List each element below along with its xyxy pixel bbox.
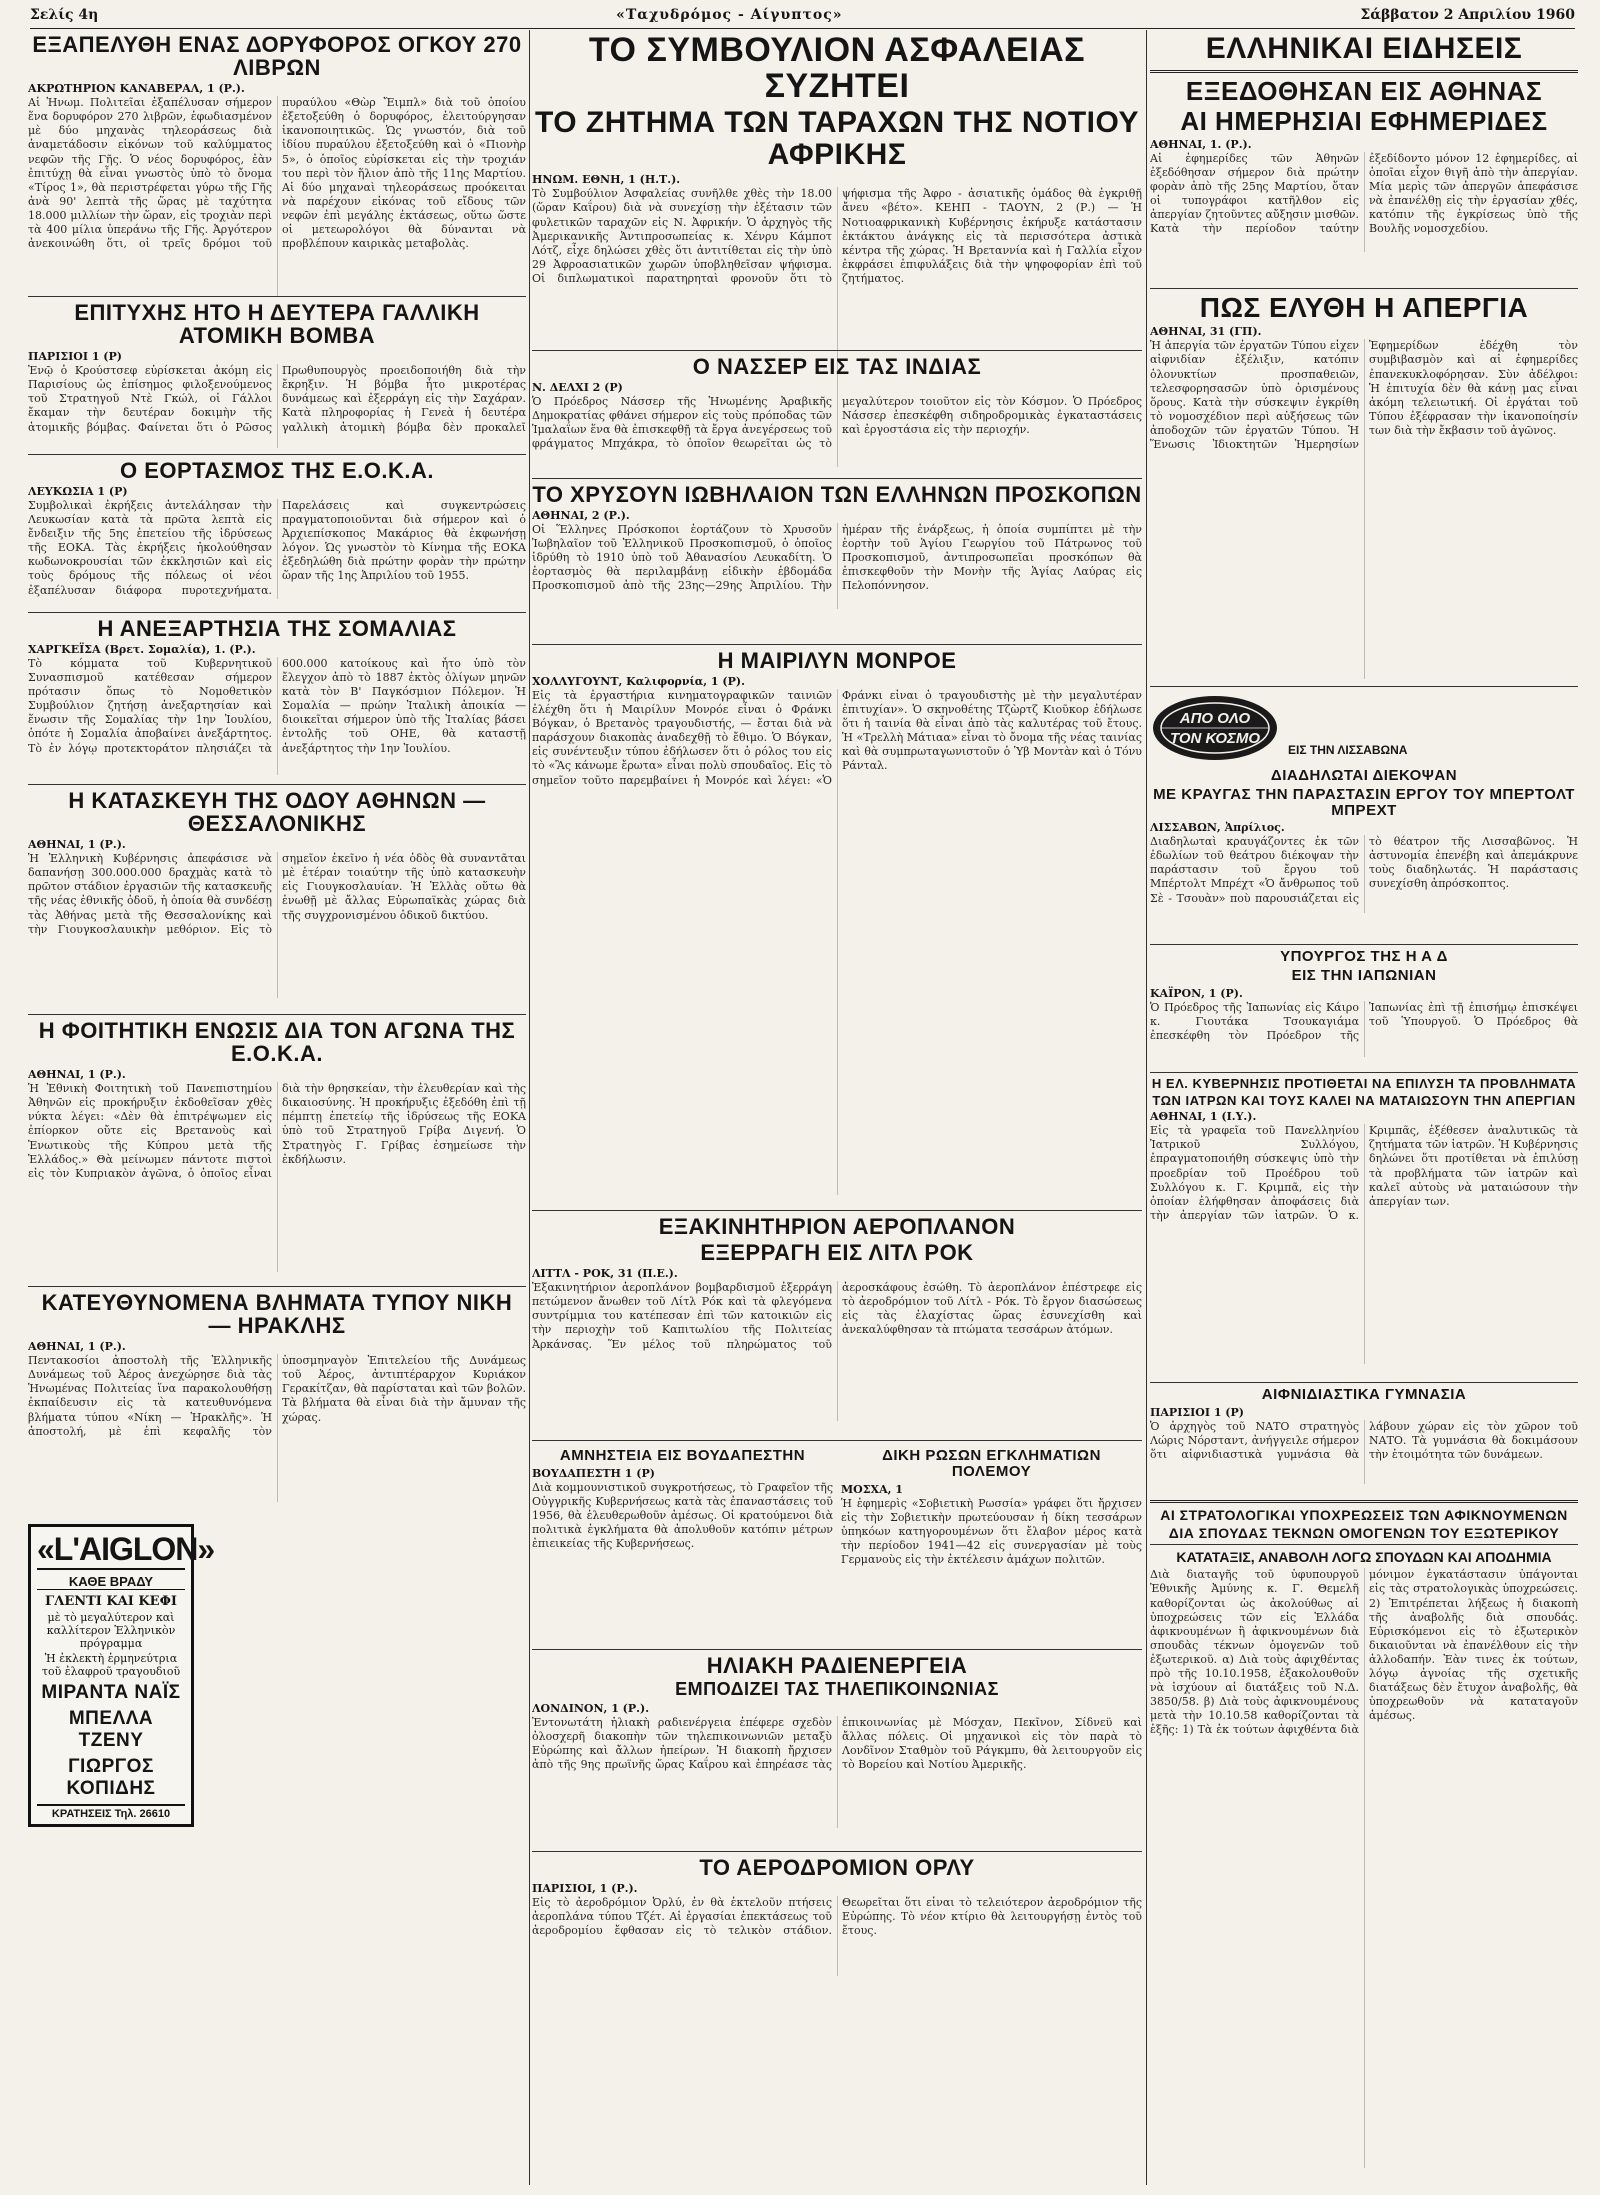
apo-olo-ton-kosmo-logo xyxy=(1150,693,1280,763)
article-guided-missiles xyxy=(28,1291,526,1513)
article-dateline: ΧΟΛΛΥΓΟΥΝΤ, Καλιφορνία, 1 (Ρ). xyxy=(532,675,745,689)
article-lisbon xyxy=(1150,691,1578,939)
article-headline: ΕΠΙΤΥΧΗΣ ΗΤΟ Η ΔΕΥΤΕΡΑ ΓΑΛΛΙΚΗ ΑΤΟΜΙΚΗ ΒΟΜΒΑ xyxy=(74,300,480,349)
article-headline: ΕΞΑΠΕΛΥΘΗ ΕΝΑΣ ΔΟΡΥΦΟΡΟΣ ΟΓΚΟΥ 270 ΛΙΒΡΩΝ xyxy=(32,32,522,81)
ad-tagline: ΚΑΘΕ ΒΡΑΔΥ xyxy=(37,1574,185,1590)
article-headline: ΕΞΕΡΡΑΓΗ ΕΙΣ ΛΙΤΛ ΡΟΚ xyxy=(700,1240,974,1266)
article-dateline: ΧΑΡΓΚΕΪΣΑ (Βρετ. Σομαλία), 1. (Ρ.). xyxy=(28,643,256,657)
article-headline: ΥΠΟΥΡΓΟΣ ΤΗΣ Η Α Δ xyxy=(1280,948,1448,965)
ad-line: μὲ τὸ μεγαλύτερον καὶ καλλίτερον Ἑλληνικὸν πρόγραμμα xyxy=(46,1611,176,1650)
article-headline: ΚΑΤΕΥΘΥΝΟΜΕΝΑ ΒΛΗΜΑΤΑ ΤΥΠΟΥ ΝΙΚΗ — ΗΡΑΚΛΗΣ xyxy=(41,1290,513,1339)
article-security-council xyxy=(532,33,1142,345)
article-headline: Η ΑΝΕΞΑΡΤΗΣΙΑ ΤΗΣ ΣΟΜΑΛΙΑΣ xyxy=(97,616,457,641)
article-body: Ἡ Ἐθνικὴ Φοιτητικὴ τοῦ Πανεπιστημίου Ἀθηνῶν εἰς προκήρυξιν ἐκδοθεῖσαν χθὲς νύκτα λέγει: «Δὲν θὰ ἐπιτρέψωμεν εἰς ἐπίορκον οὔτε εἰς Βρετανοὺς καὶ Ἐνωτικοὺς τῆς Κύπρου μετὰ τῆς Ἑλλάδος.» Θὰ μείνωμεν πάντοτε πιστοὶ εἰς τὸν Κυπριακὸν ἀγῶνα, ὁ ὁποῖος εἶναι διὰ τὴν θρησκείαν, τὴν ἐλευθερίαν καὶ τὴς δικαιοσύνης. Ἡ προκήρυξις ἐξεδόθη ἐπὶ τῇ πέμπτῃ ἐπετείῳ τῆς ἱδρύσεως τῆς ΕΟΚΑ ὑπὸ τοῦ Στρατηγοῦ Γρίβα Διγενή. Ὁ Στρατηγὸς Γ. Γρίβας ἐσημείωσε τὴν ἐκδήλωσιν. xyxy=(28,1082,526,1180)
article-headline: ΤΟ ΧΡΥΣΟΥΝ ΙΩΒΗΛΑΙΟΝ ΤΩΝ ΕΛΛΗΝΩΝ ΠΡΟΣΚΟΠΩΝ xyxy=(532,482,1142,507)
article-scouts-jubilee xyxy=(532,483,1142,639)
column-middle xyxy=(532,30,1142,2185)
article-minister-japan xyxy=(1150,949,1578,1067)
article-body: Ἡ ἐφημερὶς «Σοβιετικὴ Ρωσσία» γράφει ὅτι ἤρχισεν εἰς τὴν Σοβιετικὴν πρωτεύουσαν ἡ δίκη τεσσάρων ὑπηκόων κατηγορουμένων ὅτι ἔλαβον μέρος κατὰ τὴν περίοδον 1941—42 εἰς συνεργασίαν μὲ τοὺς Γερμανοὺς εἰς τὴν ἐκτέλεσιν ἀμάχων πολιτῶν. xyxy=(841,1496,1142,1566)
section-heading: ΕΛΛΗΝΙΚΑΙ ΕΙΔΗΣΕΙΣ xyxy=(1205,32,1523,65)
article-body: Ὁ Πρόεδρος τῆς Ἰαπωνίας εἰς Κάιρο κ. Γιουτάκα Τσουκαγιάμα ἐπεσκέφθη τὸν Πρόεδρον τῆς Ἰαπωνίας ἐπὶ τῇ ἐπισήμῳ ἐπισκέψει τοῦ Ὑπουργοῦ. Ὁ Πρόεδρος θὰ xyxy=(1150,1000,1578,1042)
article-subheading: ΚΑΤΑΤΑΞΙΣ, ΑΝΑΒΟΛΗ ΛΟΓΩ ΣΠΟΥΔΩΝ ΚΑΙ ΑΠΟΔΗΜΙΑ xyxy=(1176,1549,1552,1566)
ad-line: ΓΛΕΝΤΙ ΚΑΙ ΚΕΦΙ xyxy=(45,1594,177,1609)
article-body: Αἱ Ἡνωμ. Πολιτεῖαι ἐξαπέλυσαν σήμερον ἕνα δορυφόρον 270 λιβρῶν, ἐφωδιασμένον μὲ δύο μηχανὰς τηλεοράσεως διὰ ἀναμετάδοσιν εἰκόνων τοῦ καλύμματος νεφῶν τῆς Γῆς. Ὁ νέος δορυφόρος, ἐὰν ἐπιτύχῃ θὰ εἶναι γνωστὸς ὑπὸ τὸ ὄνομα «Τίρος 1», θὰ περιστρέφεται γύρω τῆς Γῆς ἀνὰ 90' λεπτὰ τῆς ὥρας μὲ ταχύτητα 18.000 μιλλίων τὴν ὥραν, εἰς τροχιὰν περὶ τὰ 400 μίλια ὑπεράνω τῆς Γῆς. Ἀργότερον ἀνεκοινώθη ὅτι, οἱ τρεῖς δρόμοι τοῦ πυραύλου «Θὼρ Ἔιμπλ» διὰ τοῦ ὁποίου ἐξετοξεύθη ὁ δορυφόρος, ἐλειτούργησαν ἱκανοποιητικῶς. Ὡς γνωστόν, διὰ τοῦ ἰδίου πυραύλου ἐξετοξεύθη καὶ ὁ «Πιονὴρ 5», ὁ ὁποῖος εὑρίσκεται εἰς τὴν τροχιάν του περὶ τὸν ἥλιον ἀπὸ τῆς 11ης Μαρτίου. Αἱ δύο μηχαναὶ τηλεοράσεως προόκειται νὰ παρέχουν εἰκόνας τοῦ εἴδους τῶν νεφῶν ἐπὶ μεγάλης ἐκτάσεως, οὕτω ὥστε οἱ μετεωρολόγοι θὰ δύνανται νὰ προβλέπουν καιρικὰς μεταβολὰς. xyxy=(28,96,526,250)
article-body: Ὁ Πρόεδρος Νάσσερ τῆς Ἡνωμένης Ἀραβικῆς Δημοκρατίας φθάνει σήμερον εἰς τοὺς πρόποδας τῶν Ἱμαλαΐων ἕνα θὰ ἐπισκεφθῇ τὰ ἔργα ἀνεγέρσεως τοῦ φράγματος Μπχάκρα, τὸ ὁποῖον θεωρεῖται ὡς τὸ μεγαλύτερον τοιοῦτον εἰς τὸν Κόσμον. Ὁ Πρόεδρος Νάσσερ ἐπεσκέφθη σιδηροδρομικὰς ἐγκαταστάσεις καὶ ἐργοστάσια εἰς τὴν περιοχήν. xyxy=(532,395,1142,451)
ad-title: «L'AIGLON» xyxy=(37,1531,185,1570)
article-headline: Ο ΕΟΡΤΑΣΜΟΣ ΤΗΣ Ε.Ο.Κ.Α. xyxy=(120,458,434,483)
article-dateline: ΑΘΗΝΑΙ, 31 (ΓΠ). xyxy=(1150,325,1262,339)
article-body: Αἱ ἐφημερίδες τῶν Ἀθηνῶν ἐξεδόθησαν σήμερον διὰ πρώτην φορὰν ἀπὸ τῆς 25ης Μαρτίου, ὅταν οἱ τυπογράφοι κατῆλθον εἰς ἀπεργίαν ζητοῦντες αὔξησιν μισθῶν. Κατὰ τὴν περίοδον ταύτην ἐξεδίδοντο μόνον 12 ἐφημερίδες, αἱ ὁποῖαι εἶχον θιγῆ ἀπὸ τὴν ἀπεργίαν. Μία μερὶς τῶν ἀπεργῶν ἀπεφάσισε νὰ ἐπανέλθῃ εἰς τὴν ἐργασίαν χθές, κατόπιν τῆς ἐγκρίσεως ὑπὸ τῆς Βουλῆς νομοσχεδίου. xyxy=(1150,152,1578,236)
article-dateline: ΒΟΥΔΑΠΕΣΤΗ 1 (Ρ) xyxy=(532,1466,655,1480)
article-body: Εἰς τὰ γραφεῖα τοῦ Πανελληνίου Ἰατρικοῦ Συλλόγου, ἐπραγματοποιήθη σύσκεψις ὑπὸ τὴν προεδρίαν τοῦ Προέδρου τοῦ Συλλόγου κ. Γ. Κριμπᾶ, εἰς τὴν ὁποίαν ἐλήφθησαν ἀποφάσεις διὰ τὴν ἀπεργίαν τῶν ἰατρῶν. Ὁ κ. Κριμπᾶς, ἐξέθεσεν ἀναλυτικῶς τὰ ζητήματα τῶν ἰατρῶν. Ἡ Κυβέρνησις δηλώνει ὅτι προτίθεται νὰ ἐπιλύσῃ τὰ προβλήματα τῶν ἰατρῶν καὶ καλεῖ αὐτοὺς νὰ ματαιώσουν τὴν ἀπεργίαν των. xyxy=(1150,1124,1578,1222)
article-body: Ἐντονωτάτη ἡλιακὴ ραδιενέργεια ἐπέφερε σχεδὸν ὁλοσχερῆ διακοπὴν τῶν τηλεπικοινωνιῶν μεταξὺ Εὐρώπης καὶ ἄλλων ἠπείρων. Ἡ διακοπὴ ἤρχισεν ἀπὸ τῆς 9ης πρωϊνῆς ὥρας Καΐρου καὶ ἐπηρέασε τὰς ἐπικοινωνίας μὲ Μόσχαν, Πεκῖνον, Σίδνεϋ καὶ ἄλλας πόλεις. Οἱ μηχανικοὶ εἰς τὸν παρὰ τὸ Λονδῖνον Σταθμὸν τοῦ Ράγκμπυ, θὰ λειτουργοῦν εἰς τὸ Βορείου καὶ Νοτίου Ἀμερικῆς. xyxy=(532,1715,1142,1772)
article-student-union xyxy=(28,1019,526,1281)
article-road xyxy=(28,789,526,1009)
article-headline: Η ΦΟΙΤΗΤΙΚΗ ΕΝΩΣΙΣ ΔΙΑ ΤΟΝ ΑΓΩΝΑ ΤΗΣ Ε.Ο.Κ.Α. xyxy=(38,1018,516,1067)
article-headline: ΗΛΙΑΚΗ ΡΑΔΙΕΝΕΡΓΕΙΑ xyxy=(706,1653,968,1678)
article-headline: ΑΜΝΗΣΤΕΙΑ ΕΙΣ ΒΟΥΔΑΠΕΣΤΗΝ xyxy=(559,1447,806,1464)
article-dateline: ΑΘΗΝΑΙ, 1 (Ρ.). xyxy=(28,838,126,852)
article-headline: Η ΕΛ. ΚΥΒΕΡΝΗΣΙΣ ΠΡΟΤΙΘΕΤΑΙ ΝΑ ΕΠΙΛΥΣΗ ΤΑ ΠΡΟΒΛΗΜΑΤΑ xyxy=(1151,1076,1577,1091)
article-headline: ΔΙΑΔΗΛΩΤΑΙ ΔΙΕΚΟΨΑΝ xyxy=(1270,767,1458,784)
article-nato-exercises xyxy=(1150,1387,1578,1495)
article-body: Εἰς τὸ ἀεροδρόμιον Ὀρλύ, ἐν θὰ ἐκτελοῦν πτήσεις ἀεροπλάνα τύπου Τζέτ. Αἱ ἐργασίαι ἐπεκτάσεως τοῦ ἀεροδρομίου ἔφθασαν εἰς τὸ τελικὸν στάδιον. Θεωρεῖται ὅτι εἶναι τὸ τελειότερον ἀεροδρόμιον τῆς Εὐρώπης. Τὸ νέον κτίριο θὰ λειτουργήσῃ ἐντὸς τοῦ ἔτους. xyxy=(532,1896,1142,1938)
article-dateline: Ν. ΔΕΛΧΙ 2 (Ρ) xyxy=(532,381,623,395)
ad-performer: ΜΙΡΑΝΤΑ ΝΑΪΣ xyxy=(41,1682,181,1703)
article-body: Ἐνῷ ὁ Κρούστσεφ εὑρίσκεται ἀκόμη εἰς Παρισίους ὡς ἐπίσημος φιλοξενούμενος τοῦ Στρατηγοῦ Ντὲ Γκώλ, οἱ Γάλλοι ἔκαμαν τὴν δευτέραν δοκιμὴν τῆς ἀτομικῆς βόμβας. Φαίνεται ὅτι ὁ Ρῶσος Πρωθυπουργὸς προειδοποιήθη διὰ τὴν ἔκρηξιν. Ἡ βόμβα ἦτο μικροτέρας δυνάμεως καὶ ἐξερράγη εἰς τὴν Σαχάραν. Κατὰ πληροφορίας ἡ Γενεὰ ἡ δευτέρα γαλλικὴ ἀτομικὴ βόμβα δὲν προκαλεῖ xyxy=(28,364,526,434)
ad-phone: ΚΡΑΤΗΣΕΙΣ Τηλ. 26610 xyxy=(37,1804,185,1820)
article-headline: ΑΙ ΣΤΡΑΤΟΛΟΓΙΚΑΙ ΥΠΟΧΡΕΩΣΕΙΣ ΤΩΝ ΑΦΙΚΝΟΥΜΕΝΩΝ xyxy=(1160,1507,1568,1523)
article-body: Οἱ Ἕλληνες Πρόσκοποι ἑορτάζουν τὸ Χρυσοῦν Ἰωβηλαῖον τοῦ Ἑλληνικοῦ Προσκοπισμοῦ, ὁ ὁποῖος ἱδρύθη τὸ 1910 ὑπὸ τοῦ Ἀθανασίου Λευκαδίτη. Ὁ ἑορτασμὸς θὰ περιλαμβάνῃ εἰδικὴν ἑβδομάδα Προσκοπισμοῦ ἀπὸ τῆς 23ης—29ης Ἀπριλίου. Τὴν ἡμέραν τῆς ἐνάρξεως, ἡ ὁποία συμπίπτει μὲ τὴν ἑορτὴν τοῦ Ἁγίου Γεωργίου τοῦ Πάτρωνος τοῦ Προσκοπισμοῦ, ἀντιπροσωπεῖαι προσκόπων θὰ ἐπισκεφθοῦν τὴν Μονὴν τῆς Ἁγίας Λαύρας εἰς Πελοπόννησον. xyxy=(532,523,1142,593)
article-little-rock xyxy=(532,1215,1142,1435)
article-dateline: ΗΝΩΜ. ΕΘΝΗ, 1 (Η.Τ.). xyxy=(532,173,681,187)
article-dateline: ΛΕΥΚΩΣΙΑ 1 (Ρ) xyxy=(28,485,128,499)
article-headline: ΕΞΕΔΟΘΗΣΑΝ ΕΙΣ ΑΘΗΝΑΣ xyxy=(1185,75,1543,106)
two-small-articles xyxy=(532,1445,1142,1645)
logo-text: ΑΠΟ ΟΛΟ xyxy=(1179,710,1251,727)
ad-performer: ΓΙΩΡΓΟΣ ΚΟΠΙΔΗΣ xyxy=(66,1756,156,1799)
article-headline: ΠΩΣ ΕΛΥΘΗ Η ΑΠΕΡΓΙΑ xyxy=(1199,292,1529,323)
laiglon-advertisement xyxy=(28,1524,215,1827)
article-headline: ΔΙΑ ΣΠΟΥΔΑΣ ΤΕΚΝΩΝ ΟΜΟΓΕΝΩΝ ΤΟΥ ΕΞΩΤΕΡΙΚΟΥ xyxy=(1168,1524,1560,1541)
ad-performer: ΜΠΕΛΛΑ ΤΖΕΝΥ xyxy=(68,1708,154,1751)
article-somalia xyxy=(28,617,526,779)
article-headline: Η ΚΑΤΑΣΚΕΥΗ ΤΗΣ ΟΔΟΥ ΑΘΗΝΩΝ — ΘΕΣΣΑΛΟΝΙΚΗΣ xyxy=(68,788,486,837)
article-body: Πεντακοσίοι ἀποστολὴ τῆς Ἑλληνικῆς Δυνάμεως τοῦ Ἀέρος ἀνεχώρησε διὰ τὰς Ἡνωμένας Πολιτείας ἵνα παρακολουθήσῃ ἐκπαίδευσιν εἰς τὰ κατευθυνόμενα βλήματα τύπου «Νίκη — Ἡρακλῆς». Ἡ ἀποστολή, μὲ ἐπὶ κεφαλῆς τὸν ὑποσμηναγὸν Ἐπιτελείου τῆς Δυνάμεως τοῦ Ἀέρος, ἀντιπτέραρχον Κυριάκον Γερακίτζαν, θὰ παρίσταται καὶ τῶν βολῶν. Τὰ βλήματα θὰ εἶναι διὰ τὴν ἄμυναν τῆς χώρας. xyxy=(28,1354,526,1438)
article-doctors-strike xyxy=(1150,1077,1578,1377)
article-headline: ΑΙΦΝΙΔΙΑΣΤΙΚΑ ΓΥΜΝΑΣΙΑ xyxy=(1261,1386,1467,1403)
article-dateline: ΑΘΗΝΑΙ, 1 (Ρ.). xyxy=(28,1340,126,1354)
article-headline: ΔΙΚΗ ΡΩΣΩΝ ΕΓΚΛΗΜΑΤΙΩΝ ΠΟΛΕΜΟΥ xyxy=(882,1447,1101,1480)
article-headline: ΜΕ ΚΡΑΥΓΑΣ ΤΗΝ ΠΑΡΑΣΤΑΣΙΝ ΕΡΓΟΥ ΤΟΥ ΜΠΕΡΤΟΛΤ ΜΠΡΕΧΤ xyxy=(1153,785,1575,819)
article-body: Τὸ Συμβούλιον Ἀσφαλείας συνῆλθε χθὲς τὴν 18.00 (ὥραν Καΐρου) διὰ νὰ συνεχίσῃ τὴν ἐξέτασιν τῶν φυλετικῶν ταραχῶν εἰς Ν. Ἀφρικήν. Ὁ ἀρχηγὸς τῆς Ἀμερικανικῆς Ἀντιπροσωπείας κ. Χένρυ Κάμποτ Λότζ, εἶχε δηλώσει χθὲς ὅτι ἀντιτίθεται εἰς τὴν ὑπὸ 29 Ἀφροασιατικῶν χωρῶν ὑποβληθεῖσαν ψήφισμα. Οἱ διπλωματικοὶ παρατηρηταὶ φρονοῦν ὅτι τὸ ψήφισμα τῆς Ἀφρο - ἀσιατικῆς ὁμάδος θὰ ἐγκριθῇ ἄνευ «βέτο». ΚΕΗΠ - ΤΑΟΥΝ, 2 (Ρ.) — Ἡ Νοτιοαφρικανικὴ Κυβέρνησις ἐκήρυξε κατάστασιν ἐκτάκτου ἀνάγκης εἰς τὰ περισσότερα ἀστικὰ κέντρα τῆς χώρας. Ἡ Βρεταννία καὶ ἡ Γαλλία εἶχον ἐκφράσει ἐπιφυλάξεις διὰ τὴν ψηφοφορίαν ἐπὶ τοῦ ζητήματος. xyxy=(532,187,1142,285)
article-dateline: ΠΑΡΙΣΙΟΙ 1 (Ρ) xyxy=(1150,1405,1244,1419)
article-headline: ΕΜΠΟΔΙΖΕΙ ΤΑΣ ΤΗΛΕΠΙΚΟΙΝΩΝΙΑΣ xyxy=(675,1679,999,1700)
article-dateline: ΑΚΡΩΤΗΡΙΟΝ ΚΑΝΑΒΕΡΑΛ, 1 (Ρ.). xyxy=(28,82,245,96)
article-body: Διὰ κομμουνιστικοῦ συγκροτήσεως, τὸ Γραφεῖον τῆς Οὐγγρικῆς Κυβερνήσεως κατὰ τὰς ἐπαναστάσεις τοῦ 1956, θὰ ἐλευθερωθοῦν ἀμέσως. Οἱ κρατούμενοι διὰ πολιτικὰ ἐγκλήματα θὰ ἀπολυθοῦν κατόπιν μέτρων ἐπιεικείας τῆς Κυβερνήσεως. xyxy=(532,1480,833,1551)
article-body: Ὁ ἀρχηγὸς τοῦ ΝΑΤΟ στρατηγὸς Λώρις Νόρσταντ, ἀνήγγειλε σήμερον ὅτι αἰφνιδιαστικὰ γυμνάσια θὰ λάβουν χώραν εἰς τὸν χῶρον τοῦ ΝΑΤΟ. Τὰ γυμνάσια θὰ δοκιμάσουν τὴν ἑτοιμότητα τῶν δυνάμεων. xyxy=(1150,1419,1578,1461)
article-satellite xyxy=(28,33,526,291)
article-marilyn-monroe xyxy=(532,649,1142,1205)
article-body: Ἡ Ἑλληνικὴ Κυβέρνησις ἀπεφάσισε νὰ δαπανήσῃ 300.000.000 δραχμὰς κατὰ τὸ πρῶτον στάδιον ἐργασιῶν τῆς κατασκευῆς τῆς νέας ἐθνικῆς ὁδοῦ, ἡ ὁποία θὰ συνδέσῃ τὰς Ἀθήνας μετὰ τῆς Θεσσαλονίκης καὶ τὴν Γιουγκοσλαυικὴν μεθόριον. Εἰς τὸ σημεῖον ἐκεῖνο ἡ νέα ὁδὸς θὰ συναντᾶται μὲ ἑτέραν τοιαύτην τῆς ὑπὸ κατασκευὴν εἰς Γιουγκοσλαυίαν. Ἡ Ἑλλὰς οὕτω θὰ ἑνωθῇ μὲ ἄλλας Εὐρωπαϊκὰς χώρας διὰ τῆς συγχρονισμένου ὁδικοῦ δικτύου. xyxy=(28,852,526,936)
article-dateline: ΛΙΤΤΛ - ΡΟΚ, 31 (Π.Ε.). xyxy=(532,1267,678,1281)
ad-line: Ἡ ἐκλεκτὴ ἑρμηνεύτρια τοῦ ἐλαφροῦ τραγουδιοῦ xyxy=(41,1652,181,1678)
page-label: Σελίς 4η xyxy=(30,7,99,23)
article-headline: ΑΙ ΗΜΕΡΗΣΙΑΙ ΕΦΗΜΕΡΙΔΕΣ xyxy=(1180,105,1548,136)
article-dateline: ΠΑΡΙΣΙΟΙ 1 (Ρ) xyxy=(28,350,122,364)
article-dateline: ΑΘΗΝΑΙ, 1. (Ρ.). xyxy=(1150,138,1252,152)
column-left xyxy=(28,30,526,2185)
article-headline: ΤΟ ΑΕΡΟΔΡΟΜΙΟΝ ΟΡΛΥ xyxy=(699,1855,975,1880)
article-dateline: ΑΘΗΝΑΙ, 2 (Ρ.). xyxy=(532,509,630,523)
logo-text: ΤΟΝ ΚΟΣΜΟ xyxy=(1170,730,1260,747)
column-rule xyxy=(1146,30,1147,2185)
article-dateline: ΠΑΡΙΣΙΟΙ, 1 (Ρ.). xyxy=(532,1882,638,1896)
article-body: Εἰς τὰ ἐργαστήρια κινηματογραφικῶν ταινιῶν ἐλέχθη ὅτι ἡ Μαιρίλυν Μονρόε εἶναι ὁ Φράνκι Βόγκαν, ὁ Βρετανὸς τραγουδιστής, — ἔσται διὰ νὰ παράσχουν διακοπὰς ἀναδεχθῇ τὸ ἔθιμο. Ὁ Βόγκαν, εἰς συνέντευξιν τύπου ἐδήλωσεν ὅτι ὁ ρόλος του εἰς τὸ «Ἂς κάνωμε ἔρωτα» εἶναι πολὺ σπουδαῖος. Εἰς τὸ σημεῖον τοῦτο παρεμβαίνει ἡ Μονρόε καὶ λέγει: «Ὁ Φράνκι εἶναι ὁ τραγουδιστὴς μὲ τὴν μεγαλυτέραν ἐπιτυχίαν». Ὁ σκηνοθέτης Τζὼρτζ Κιοῦκορ ἐδήλωσε ὅτι ἡ ταινία θὰ εἶναι ἀπὸ τὰς καλυτέρας τοῦ ἔτους. Ἡ «Τρελλὴ Μάτιαα» εἶναι τὸ ὄνομα τῆς νέας ταινίας καὶ θὰ συμπρωταγωνιστοῦν ὁ Ὑβ Μοντὰν καὶ ὁ Τόνυ Ράνταλ. xyxy=(532,689,1142,787)
article-nasser-india xyxy=(532,355,1142,473)
article-body: Ἐξακινητήριον ἀεροπλάνον βομβαρδισμοῦ ἐξερράγη πετώμενον ἄνωθεν τοῦ Λίτλ Ρόκ καὶ τὰ φλεγόμενα συντρίμμια του κατέπεσαν ἐπὶ τῶν κατοικιῶν εἰς τὴν περιοχὴν τοῦ Καπιτωλίου τῆς Πολιτείας Ἀρκάνσας. Ἕν μέλος τοῦ πληρώματος τοῦ ἀεροσκάφους ἐσώθη. Τὸ ἀεροπλάνον ἐπέστρεφε εἰς τὸ ἀεροδρόμιον τοῦ Λίτλ - Ρόκ. Τὸ ἔργον διασώσεως εἰς τὰς ἐλαχίστας ὥρας ἐσυνεχίσθη καὶ ἀνεκαλύφθησαν τὰ πτώματα τεσσάρων ἀτόμων. xyxy=(532,1281,1142,1351)
article-dateline: ΑΘΗΝΑΙ, 1 (Ρ.). xyxy=(28,1068,126,1082)
article-body: Διαδηλωταὶ κραυγάζοντες ἐκ τῶν ἐδωλίων τοῦ θεάτρου διέκοψαν τὴν παράστασιν τοῦ ἔργου τοῦ Μπέρτολτ Μπρέχτ «Ὁ ἄνθρωπος τοῦ Σὲ - Τσουὰν» ποὺ παρουσιάζεται εἰς τὸ θέατρον τῆς Λισσαβῶνος. Ἡ ἀστυνομία ἐπενέβη καὶ ἀπεμάκρυνε τοὺς διαδηλωτάς. Ἡ παράστασις συνεχίσθη ἀπρόσκοπτος. xyxy=(1150,835,1578,905)
masthead xyxy=(30,2,1575,29)
article-eoka-celebration xyxy=(28,459,526,607)
article-dateline: ΑΘΗΝΑΙ, 1 (Ι.Υ.). xyxy=(1150,1110,1257,1124)
article-headline: ΤΟ ΣΥΜΒΟΥΛΙΟΝ ΑΣΦΑΛΕΙΑΣ ΣΥΖΗΤΕΙ xyxy=(588,31,1086,105)
article-headline: ΤΟ ΖΗΤΗΜΑ ΤΩΝ ΤΑΡΑΧΩΝ ΤΗΣ ΝΟΤΙΟΥ ΑΦΡΙΚΗΣ xyxy=(534,106,1140,171)
article-atomic-bomb xyxy=(28,301,526,449)
article-greek-newspapers xyxy=(1150,33,1578,283)
article-strike-ended xyxy=(1150,293,1578,681)
article-dateline: ΚΑΪΡΟΝ, 1 (Ρ). xyxy=(1150,986,1243,1000)
article-dateline: ΛΙΣΣΑΒΩΝ, Ἀπρίλιος. xyxy=(1150,821,1285,835)
article-kicker: ΕΙΣ ΤΗΝ ΛΙΣΣΑΒΩΝΑ xyxy=(1288,743,1408,757)
article-orly-airport xyxy=(532,1856,1142,1986)
article-dateline: ΛΟΝΔΙΝΟΝ, 1 (Ρ.). xyxy=(532,1701,650,1715)
article-budapest-amnesty xyxy=(532,1445,833,1640)
article-headline: ΤΩΝ ΙΑΤΡΩΝ ΚΑΙ ΤΟΥΣ ΚΑΛΕΙ ΝΑ ΜΑΤΑΙΩΣΟΥΝ ΤΗΝ ΑΠΕΡΓΙΑΝ xyxy=(1152,1092,1576,1108)
article-dateline: ΜΟΣΧΑ, 1 xyxy=(841,1482,903,1496)
issue-date: Σάββατον 2 Απριλίου 1960 xyxy=(1360,7,1575,23)
article-body: Συμβολικαὶ ἐκρήξεις ἀντελάλησαν τὴν Λευκωσίαν κατὰ τὰ πρῶτα λεπτὰ εἰς ἔνδειξιν τῆς 5ης ἐπετείου τῆς ἱδρύσεως τῆς ΕΟΚΑ. Τὰς ἐκρήξεις ἠκολούθησαν κωδωνοκρουσίαι τῶν ἐκκλησιῶν καὶ εἰς τοὺς δρόμους τῆς πόλεως οἱ νέοι ἐξαπέλυσαν διάφορα πυροτεχνήματα. Παρελάσεις καὶ συγκεντρώσεις πραγματοποιοῦνται διὰ σήμερον καὶ ὁ Ἀρχιεπίσκοπος Μακάριος θὰ ἐκφωνήσῃ λόγον. Ὡς γνωστὸν τὸ Κίνημα τῆς ΕΟΚΑ ἐξεδηλώθη διὰ πρώτην φορὰν τὴν πρώτην ὥραν τῆς 1ης Ἀπριλίου τοῦ 1955. xyxy=(28,499,526,597)
article-solar-radiation xyxy=(532,1654,1142,1846)
article-headline: Η ΜΑΙΡΙΛΥΝ ΜΟΝΡΟΕ xyxy=(717,648,957,673)
paper-name: «Ταχυδρόμος - Αίγυπτος» xyxy=(616,7,843,23)
article-body: Τὸ κόμματα τοῦ Κυβερνητικοῦ Συνασπισμοῦ κατέθεσαν σήμερον πρότασιν ὅπως τὸ Νομοθετικὸν Συμβούλιον ζητήσῃ ἀνεξαρτησίαν καὶ ἕνωσιν τῆς Σομαλίας τὴν 1ην Ἰουλίου, ὁπότε ἡ Σομαλία ἀποβαίνει ἀνεξάρτητος. Τὸ ἐν λόγῳ προτεκτοράτον πλησιάζει τὰ 600.000 κατοίκους καὶ ἦτο ὑπὸ τὸν ἔλεγχον ἀπὸ τὸ 1887 ἐκτὸς ὀλίγων μηνῶν κατὰ τὸν Β' Παγκόσμιον Πόλεμον. Ἡ Σομαλία — πρώην Ἰταλικὴ ἀποικία — διοικεῖται σήμερον ὑπὸ τῆς Ἰταλίας βάσει ἐντολῆς τοῦ ΟΗΕ, θὰ καταστῇ ἀνεξάρτητος τὴν 1ην Ἰουλίου. xyxy=(28,657,526,755)
article-body: Ἡ ἀπεργία τῶν ἐργατῶν Τύπου εἶχεν αἰφνιδίαν ἐξέλιξιν, κατόπιν ὁλονυκτίων προσπαθειῶν, τελεσφορησασῶν ὑπὸ ὁρισμένους ὅρους. Κατὰ τὴν σύσκεψιν ἐγκρίθη τὸ νομοσχέδιον περὶ αὐξήσεως τῶν ἀποδοχῶν τῶν ἐργατῶν Τύπου. Ἡ Ἕνωσις Ἰδιοκτητῶν Ἡμερησίων Ἐφημερίδων ἐδέχθη τὸν συμβιβασμὸν καὶ αἱ ἐφημερίδες ἐπανεκυκλοφόρησαν. Σὺν ἀδέλφοι: Ἡ ἐπιτυχία δὲν θὰ κάνῃ μας εἶναι ἀκόμη τελειωτική. Οἱ ἐργάται τοῦ Τύπου ἐξέφρασαν τὴν ἱκανοποίησίν των διὰ τὴν ἔκβασιν τοῦ ἀγῶνος. xyxy=(1150,339,1578,451)
article-war-criminals xyxy=(841,1445,1142,1640)
article-headline: Ο ΝΑΣΣΕΡ ΕΙΣ ΤΑΣ ΙΝΔΙΑΣ xyxy=(692,354,982,379)
column-right xyxy=(1150,30,1578,2185)
article-headline: ΕΞΑΚΙΝΗΤΗΡΙΟΝ ΑΕΡΟΠΛΑΝΟΝ xyxy=(658,1214,1016,1239)
column-rule xyxy=(529,30,530,2185)
article-headline: ΕΙΣ ΤΗΝ ΙΑΠΩΝΙΑΝ xyxy=(1291,966,1437,984)
article-body: Διὰ διαταγῆς τοῦ ὑφυπουργοῦ Ἐθνικῆς Ἀμύνης κ. Γ. Θεμελῆ καθορίζονται ὡς ἀκολούθως αἱ ὑποχρεώσεις τῶν εἰς Ἑλλάδα ἀφικνουμένων ἢ ἀφικνουμένων διὰ σπουδὰς τέκνων ὁμογενῶν τοῦ ἐξωτερικοῦ. α) Διὰ τοὺς ἀφιχθέντας πρὸ τῆς 10.10.1958, ἐξακολουθοῦν νὰ ἰσχύουν αἱ διατάξεις τοῦ Ν.Δ. 3850/58. β) Διὰ τοὺς ἀφικνουμένους μετὰ τὴν 10.10.58 καθορίζονται τὰ ἑξῆς: 1) Τὰ ἐκ τούτων ἀφιχθέντα διὰ μόνιμον ἐγκατάστασιν ὑπάγονται εἰς τὰς στρατολογικὰς ὑποχρεώσεις. 2) Ἐπιτρέπεται λήξεως ἡ διακοπὴ τῆς ἀναβολῆς διὰ σπουδάς. Εὑρισκόμενοι εἰς τὸ ἐξωτερικὸν δικαιοῦνται νὰ ἐπανέλθουν εἰς τὴν ἀλλοδαπήν. Ἐὰν τινες ἐκ τούτων, λόγῳ ἀγνοίας τῆς σχετικῆς διατάξεως δὲν ἔτυχον ἀναβολῆς, θὰ ὑποχρεωθοῦν νὰ καταταγοῦν ἀμέσως. xyxy=(1150,1568,1578,1737)
article-military-obligations xyxy=(1150,1508,1578,2168)
